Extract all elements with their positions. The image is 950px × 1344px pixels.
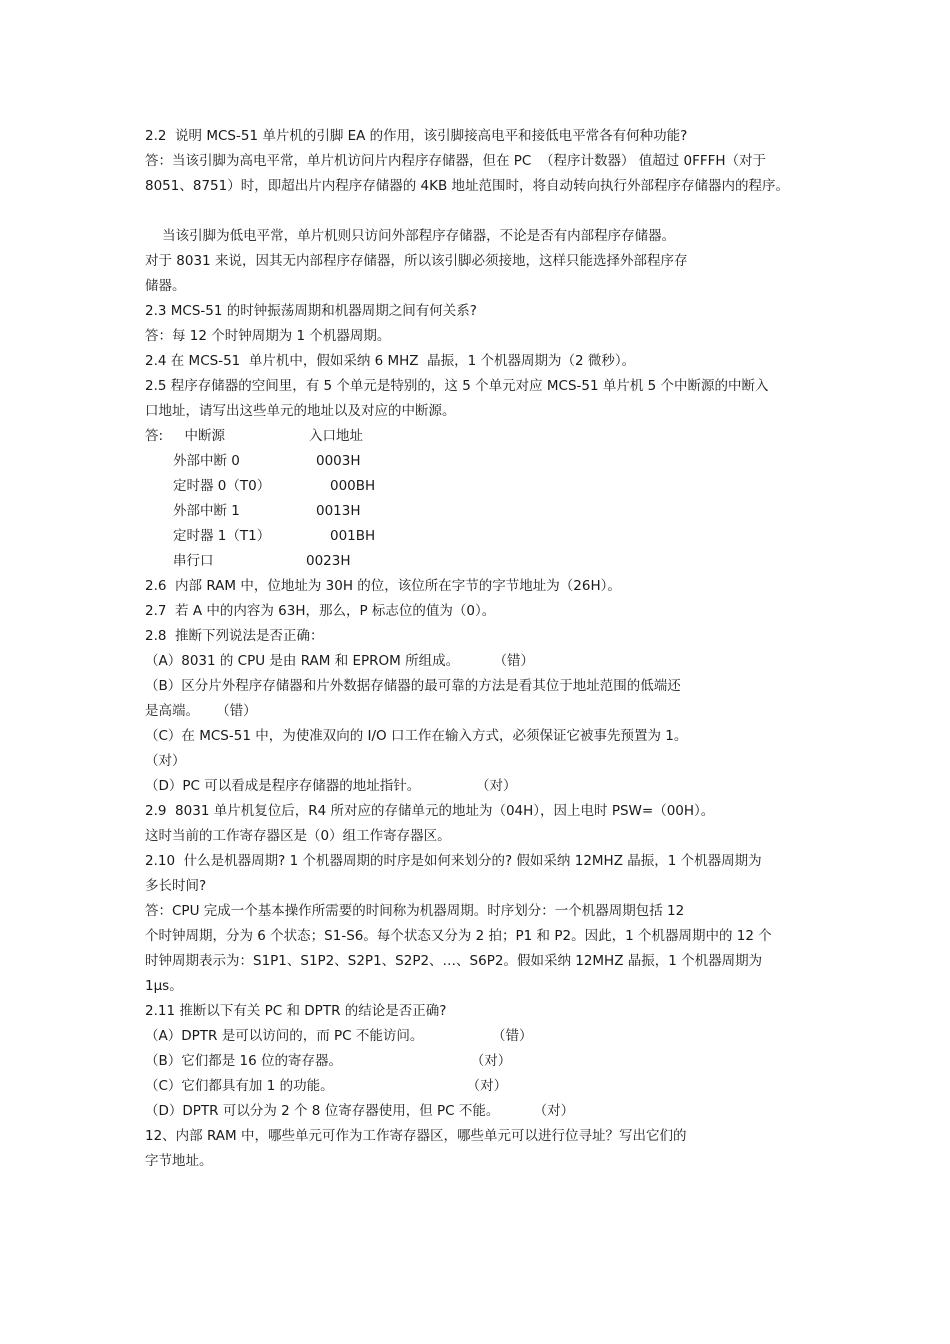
table-cell-address: 000BH <box>330 478 376 494</box>
text-line: （B）区分片外程序存储器和片外数据存储器的最可靠的方法是看其位于地址范围的低端还 <box>145 678 681 694</box>
text-line: 答：每 12 个时钟周期为 1 个机器周期。 <box>145 328 391 344</box>
text-line: （C）在 MCS-51 中，为使准双向的 I/O 口工作在输入方式，必须保证它被事先预置为 1。 <box>145 728 688 744</box>
text-line: （C）它们都具有加 1 的功能。 （对） <box>145 1078 508 1094</box>
table-cell-source: 串行口 <box>173 553 214 569</box>
text-line: 2.4 在 MCS-51 单片机中，假如采纳 6 MHZ 晶振，1 个机器周期为（2 微秒）。 <box>145 353 636 369</box>
table-cell-source: 定时器 0（T0） <box>173 478 271 494</box>
text-line: 多长时间? <box>145 878 207 894</box>
text-line: （A）8031 的 CPU 是由 RAM 和 EPROM 所组成。 （错） <box>145 653 534 669</box>
text-line: 答：CPU 完成一个基本操作所需要的时间称为机器周期。时序划分：一个机器周期包括 12 <box>145 903 685 919</box>
text-line: （A）DPTR 是可以访问的，而 PC 不能访问。 （错） <box>145 1028 533 1044</box>
text-line: （B）它们都是 16 位的寄存器。 （对） <box>145 1053 512 1069</box>
text-line: 8051、8751）时，即超出片内程序存储器的 4KB 地址范围时，将自动转向执行外部程序存储器内的程序。 <box>145 178 789 194</box>
text-line: 2.11 推断以下有关 PC 和 DPTR 的结论是否正确? <box>145 1003 447 1019</box>
text-line: 1μs。 <box>145 978 183 994</box>
text-line: 字节地址。 <box>145 1153 213 1169</box>
table-header-source: 答: 中断源 <box>145 428 226 444</box>
text-line: 2.10 什么是机器周期? 1 个机器周期的时序是如何来划分的? 假如采纳 12MHZ 晶振，1 个机器周期为 <box>145 853 762 869</box>
text-line: （D）DPTR 可以分为 2 个 8 位寄存器使用，但 PC 不能。 （对） <box>145 1103 575 1119</box>
text-line: 2.7 若 A 中的内容为 63H，那么，P 标志位的值为（0）。 <box>145 603 496 619</box>
text-line: 当该引脚为低电平常，单片机则只访问外部程序存储器，不论是否有内部程序存储器。 <box>145 228 676 244</box>
text-line: （D）PC 可以看成是程序存储器的地址指针。 （对） <box>145 778 517 794</box>
text-line: 2.5 程序存储器的空间里，有 5 个单元是特别的，这 5 个单元对应 MCS-51 单片机 5 个中断源的中断入 <box>145 378 769 394</box>
text-line: 12、内部 RAM 中，哪些单元可作为工作寄存器区，哪些单元可以进行位寻址？写出它们的 <box>145 1128 687 1144</box>
table-header-address: 入口地址 <box>309 428 363 444</box>
text-line: 答：当该引脚为高电平常，单片机访问片内程序存储器，但在 PC （程序计数器） 值超过 0FFFH（对于 <box>145 153 767 169</box>
text-line: 对于 8031 来说，因其无内部程序存储器，所以该引脚必须接地，这样只能选择外部程序存 <box>145 253 688 269</box>
text-line: 口地址，请写出这些单元的地址以及对应的中断源。 <box>145 403 456 419</box>
text-line: 是高端。 （错） <box>145 703 257 719</box>
text-line: 这时当前的工作寄存器区是（0）组工作寄存器区。 <box>145 828 451 844</box>
text-line: （对） <box>145 753 186 769</box>
table-cell-source: 定时器 1（T1） <box>173 528 271 544</box>
table-cell-source: 外部中断 0 <box>173 453 240 469</box>
text-line: 2.8 推断下列说法是否正确： <box>145 628 324 644</box>
table-cell-source: 外部中断 1 <box>173 503 240 519</box>
text-line: 2.6 内部 RAM 中，位地址为 30H 的位，该位所在字节的字节地址为（26H）。 <box>145 578 621 594</box>
text-line: 个时钟周期，分为 6 个状态；S1-S6。每个状态又分为 2 拍；P1 和 P2。因此，1 个机器周期中的 12 个 <box>145 928 772 944</box>
text-line: 时钟周期表示为：S1P1、S1P2、S2P1、S2P2、…、S6P2。假如采纳 12MHZ 晶振，1 个机器周期为 <box>145 953 763 969</box>
table-cell-address: 0003H <box>316 453 361 469</box>
text-line: 2.3 MCS-51 的时钟振荡周期和机器周期之间有何关系? <box>145 303 477 319</box>
table-cell-address: 001BH <box>330 528 376 544</box>
text-line: 2.2 说明 MCS-51 单片机的引脚 EA 的作用，该引脚接高电平和接低电平常各有何种功能? <box>145 128 688 144</box>
table-cell-address: 0013H <box>316 503 361 519</box>
table-cell-address: 0023H <box>306 553 351 569</box>
text-line: 2.9 8031 单片机复位后，R4 所对应的存储单元的地址为（04H），因上电时 PSW=（00H）。 <box>145 803 715 819</box>
text-line: 储器。 <box>145 278 186 294</box>
